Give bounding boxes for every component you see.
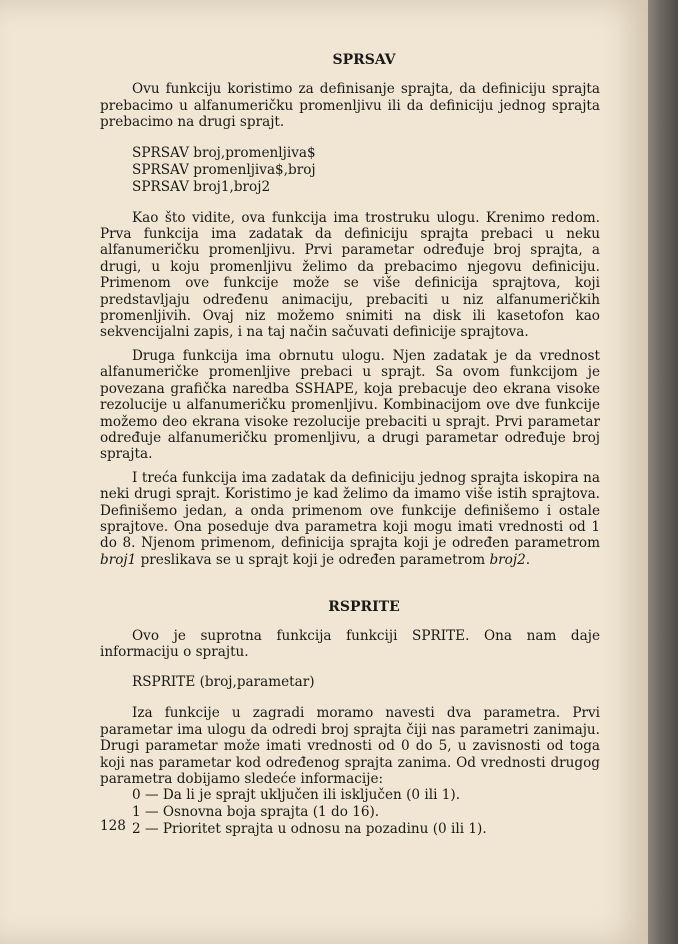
rsprite-paragraph: Iza funkcije u zagradi moramo navesti dva parametra. Prvi parametar ima ulogu da odredi broj sprajta čiji nas parametri zanimaju. Drugi parametar može imati vrednosti od 0 do 5, u zavisnosti od toga koji nas parametar kod određenog sprajta zanima. Od vrednosti drugog parametra dobijamo sledeće informacije: xyxy=(100,705,600,787)
section-heading-rsprite: RSPRITE xyxy=(328,599,400,616)
sprsav-intro: Ovu funkciju koristimo za definisanje sprajta, da definiciju sprajta prebacimo u alfanumeričku promenljivu ili da definiciju jednog sprajta prebacimo na drugi sprajt. xyxy=(100,81,600,131)
parameter-broj1: broj1 xyxy=(100,551,137,568)
page-content xyxy=(100,52,600,837)
page-number: 128 xyxy=(100,818,126,834)
paragraph-text: I treća funkcija ima zadatak da definiciju jednog sprajta iskopira na neki drugi sprajt. Koristimo je kad želimo da imamo više istih sprajtova. Definišemo jedan, a onda primenom ove funkcije definišemo i ostale sprajtove. Ona poseduje dva parametra koji mogu imati vrednosti od 1 do 8. Njenom primenom, definicija sprajta koji je određen parametrom xyxy=(100,469,600,552)
parameter-broj2: broj2 xyxy=(489,551,526,568)
rsprite-command: RSPRITE (broj,parametar) xyxy=(132,674,315,691)
list-item: 0 — Da li je sprajt uključen ili isključen (0 ili 1). xyxy=(132,787,461,804)
rsprite-command-list xyxy=(132,674,600,691)
sprsav-paragraph-second-function: Druga funkcija ima obrnutu ulogu. Njen zadatak je da vrednost alfanumeričke promenljive prebaci u sprajt. Sa ovom funkcijom je povezana grafička naredba SSHAPE, koja prebacuje deo ekrana visoke rezolucije u alfanumeričku promenljivu. Kombinacijom ove dve funkcije možemo deo ekrana visoke rezolucije prebaciti u sprajt. Prvi parametar određuje alfanumeričku promenljivu, a drugi parametar određuje broj sprajta. xyxy=(100,347,600,463)
rsprite-intro: Ovo je suprotna funkcija funkciji SPRITE. Ona nam daje informaciju o sprajtu. xyxy=(100,627,600,660)
sprsav-command: SPRSAV promenljiva$,broj xyxy=(132,161,316,178)
rsprite-parameter-list xyxy=(100,787,600,837)
book-gutter xyxy=(648,0,678,944)
sprsav-command: SPRSAV broj,promenljiva$ xyxy=(132,144,316,161)
list-item: 1 — Osnovna boja sprajta (1 do 16). xyxy=(132,804,380,820)
list-item: 2 — Prioritet sprajta u odnosu na pozadinu (0 ili 1). xyxy=(132,820,487,837)
sprsav-paragraph-first-function: Kao što vidite, ova funkcija ima trostruku ulogu. Krenimo redom. Prva funkcija ima zadatak da definiciju sprajta prebaci u neku alfanumeričku promenljivu. Prvi parametar određuje broj sprajta, a drugi, u koju promenljivu želimo da prebacimo njegovu definiciju. Primenom ove funkcije može se više definicija sprajtova, koji predstavljaju određenu animaciju, prebaciti u niz alfanumeričkih promenljivih. Ovaj niz možemo snimiti na disk ili kasetofon kao sekvencijalni zapis, i na taj način sačuvati definicije sprajtova. xyxy=(100,209,600,341)
paragraph-text: preslikava se u sprajt koji je određen parametrom xyxy=(136,551,490,568)
sprsav-command-list xyxy=(132,145,600,196)
sprsav-command: SPRSAV broj1,broj2 xyxy=(132,178,271,195)
paragraph-text: . xyxy=(525,551,531,568)
section-heading-sprsav: SPRSAV xyxy=(332,52,396,68)
sprsav-paragraph-third-function xyxy=(100,470,600,568)
